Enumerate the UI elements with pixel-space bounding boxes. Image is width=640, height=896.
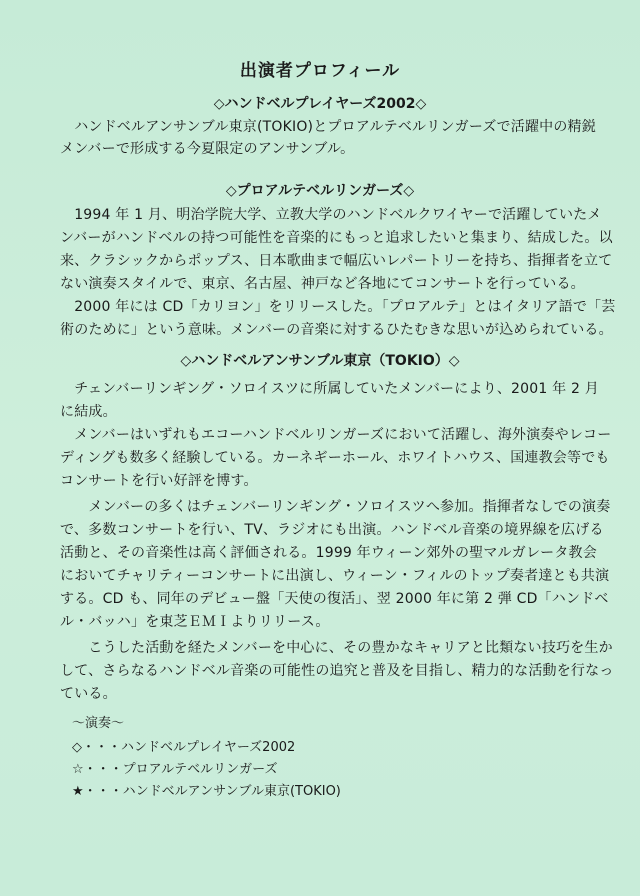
section-heading-proarte: ◇プロアルテベルリンガーズ◇ — [225, 183, 415, 199]
page-title: 出演者プロフィール — [239, 61, 401, 81]
section3-line: する。CD も、同年のデビュー盤「天使の復活」、翌 2000 年に第 2 弾 CD「ハンドベ — [60, 591, 609, 607]
section3-line: で、多数コンサートを行い、TV、ラジオにも出演。ハンドベル音楽の境界線を広げる — [60, 522, 604, 538]
section2-line: ない演奏スタイルで、東京、名古屋、神戸など各地にてコンサートを行っている。 — [60, 276, 585, 292]
section3-line: して、さらなるハンドベル音楽の可能性の追究と普及を目指し、精力的な活動を行なっ — [60, 663, 614, 679]
section3-line: ている。 — [60, 686, 117, 702]
section3-line: メンバーはいずれもエコーハンドベルリンガーズにおいて活躍し、海外演奏やレコー — [60, 427, 612, 443]
section3-line: ディングも数多く経験している。カーネギーホール、ホワイトハウス、国連教会等でも — [60, 450, 610, 466]
section2-line: 1994 年 1 月、明治学院大学、立教大学のハンドベルクワイヤーで活躍していたメ — [60, 207, 602, 223]
section3-line: こうした活動を経たメンバーを中心に、その豊かなキャリアと比類ない技巧を生か — [60, 640, 613, 656]
section3-line: コンサートを行い好評を博す。 — [60, 473, 258, 489]
section2-line: 2000 年には CD「カリヨン」をリリースした。「プロアルテ」とはイタリア語で「芸 — [60, 299, 616, 315]
section3-line: に結成。 — [60, 404, 117, 420]
legend-item-proarte: ☆・・・プロアルテベルリンガーズ — [72, 762, 278, 777]
section1-line: メンバーで形成する今夏限定のアンサンブル。 — [60, 141, 355, 157]
section2-line: ンバーがハンドベルの持つ可能性を音楽的にもっと追求したいと集まり、結成した。以 — [60, 230, 613, 246]
section3-line: メンバーの多くはチェンバーリンギング・ソロイスツへ参加。指揮者なしでの演奏 — [60, 499, 611, 515]
section3-line: チェンバーリンギング・ソロイスツに所属していたメンバーにより、2001 年 2 月 — [60, 381, 599, 397]
legend-item-players2002: ◇・・・ハンドベルプレイヤーズ2002 — [72, 740, 296, 755]
legend-item-tokio: ★・・・ハンドベルアンサンブル東京(TOKIO) — [72, 784, 341, 799]
section1-line: ハンドベルアンサンブル東京(TOKIO)とプロアルテベルリンガーズで活躍中の精鋭 — [60, 119, 596, 135]
section3-line: ル・バッハ」を東芝ＥＭＩよりリリース。 — [60, 614, 330, 630]
section3-line: 活動と、その音楽性は高く評価される。1999 年ウィーン郊外の聖マルガレータ教会 — [60, 545, 597, 561]
section-heading-players2002: ◇ハンドベルプレイヤーズ2002◇ — [213, 96, 427, 112]
legend-heading: ～演奏～ — [72, 716, 125, 731]
section2-line: 来、クラシックからポップス、日本歌曲まで幅広いレパートリーを持ち、指揮者を立て — [60, 253, 613, 269]
section-heading-tokio: ◇ハンドベルアンサンブル東京（TOKIO）◇ — [180, 353, 460, 369]
section3-line: においてチャリティーコンサートに出演し、ウィーン・フィルのトップ奏者達とも共演 — [60, 568, 610, 584]
section2-line: 術のために」という意味。メンバーの音楽に対するひたむきな思いが込められている。 — [60, 322, 613, 338]
